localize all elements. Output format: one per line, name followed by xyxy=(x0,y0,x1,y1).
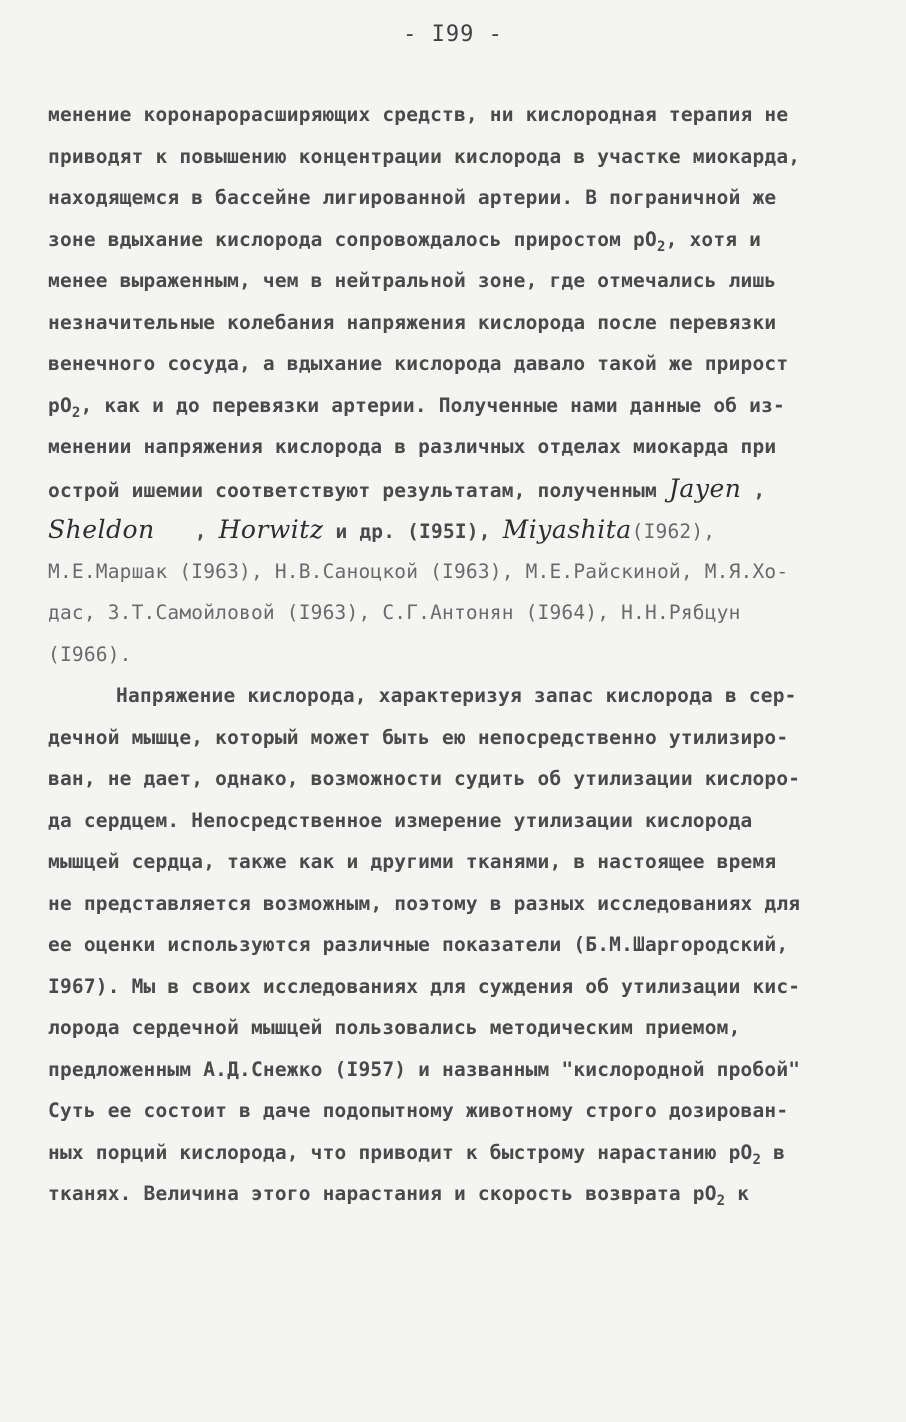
page-number: - I99 - xyxy=(403,22,503,47)
text-segment: тканях. Величина этого нарастания и скорость возврата pO xyxy=(48,1182,717,1205)
subscript: 2 xyxy=(716,1193,726,1209)
text-segment: острой ишемии соответствуют результатам, полученным xyxy=(48,478,657,502)
subscript: 2 xyxy=(656,238,666,255)
text-line xyxy=(48,385,868,427)
text-line: ее оценки используются различные показатели (Б.М.Шаргородский, xyxy=(48,933,789,956)
text-line: Суть ее состоит в даче подопытному животному строго дозирован- xyxy=(48,1099,789,1122)
subscript: 2 xyxy=(71,404,81,421)
text-line: мышцей сердца, также как и другими тканями, в настоящее время xyxy=(48,850,777,873)
text-line: лорода сердечной мышцей пользовались методическим приемом, xyxy=(48,1016,741,1039)
text-line: менее выраженным, чем в нейтральной зоне, где отмечались лишь xyxy=(48,269,777,292)
text-segment: , xyxy=(194,520,207,543)
text-line xyxy=(48,1173,868,1215)
text-line: дас, З.Т.Самойловой (I963), С.Г.Антонян (I964), Н.Н.Рябцун xyxy=(48,601,741,624)
text-line: да сердцем. Непосредственное измерение утилизации кислорода xyxy=(48,808,753,832)
handwritten-name: Sheldon xyxy=(48,515,155,544)
text-segment: ных порций кислорода, что приводит к быстрому нарастанию pO xyxy=(48,1140,753,1164)
text-segment: , хотя и xyxy=(665,227,762,251)
text-line: незначительные колебания напряжения кислорода после перевязки xyxy=(48,310,777,334)
text-line xyxy=(48,468,868,510)
handwritten-name: Horwitz xyxy=(218,515,324,544)
text-line: дечной мышце, который может быть ею непосредственно утилизиро- xyxy=(48,725,789,749)
text-segment: и др. (I95I), xyxy=(335,520,491,543)
text-line: венечного сосуда, а вдыхание кислорода давало такой же прирост xyxy=(48,352,789,375)
text-segment: , как и до перевязки артерии. Полученные нами данные об из- xyxy=(80,393,785,417)
text-line xyxy=(48,1132,868,1174)
text-line: менение коронарорасширяющих средств, ни кислородная терапия не xyxy=(48,103,789,126)
text-line: менении напряжения кислорода в различных отделах миокарда при xyxy=(48,435,777,458)
text-line: находящемся в бассейне лигированной артерии. В пограничной же xyxy=(48,186,777,209)
text-line: Напряжение кислорода, характеризуя запас кислорода в сер- xyxy=(116,684,797,707)
text-line: не представляется возможным, поэтому в разных исследованиях для xyxy=(48,891,801,915)
handwritten-name: Jayen xyxy=(668,473,742,503)
text-segment: , xyxy=(753,478,766,502)
text-segment: pO xyxy=(48,393,72,417)
text-line xyxy=(48,219,868,261)
text-line: ван, не дает, однако, возможности судить об утилизации кислоро- xyxy=(48,767,801,790)
text-line: М.Е.Маршак (I963), Н.В.Саноцкой (I963), М.Е.Райскиной, М.Я.Хо- xyxy=(48,559,789,583)
text-segment: (I962), xyxy=(631,520,716,543)
text-segment: в xyxy=(773,1140,786,1164)
text-line: I967). Мы в своих исследованиях для суждения об утилизации кис- xyxy=(48,974,801,998)
text-segment: зоне вдыхание кислорода сопровождалось приростом pO xyxy=(48,227,657,251)
text-line: предложенным А.Д.Снежко (I957) и названным "кислородной пробой" xyxy=(48,1057,801,1081)
text-line: (I966). xyxy=(48,642,132,666)
subscript: 2 xyxy=(752,1151,762,1168)
body-text xyxy=(48,94,868,1215)
text-segment: к xyxy=(737,1182,750,1205)
handwritten-name: Miyashita xyxy=(502,515,632,544)
text-line xyxy=(48,509,868,551)
text-line: приводят к повышению концентрации кислорода в участке миокарда, xyxy=(48,144,801,168)
